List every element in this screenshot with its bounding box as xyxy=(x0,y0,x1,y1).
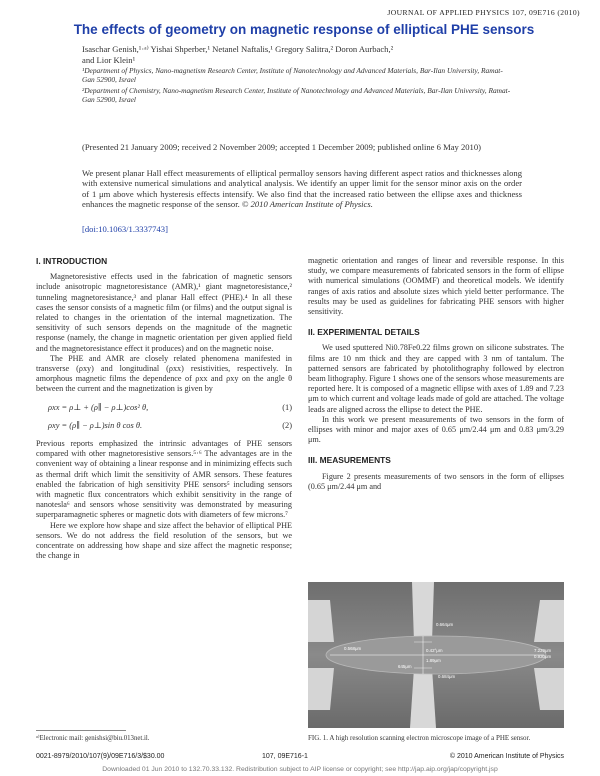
figure-1-sem-image xyxy=(308,582,564,728)
abstract xyxy=(82,168,522,210)
running-head: JOURNAL OF APPLIED PHYSICS 107, 09E716 (2010) xyxy=(387,8,580,17)
doi-link[interactable]: [doi:10.1063/1.3337743] xyxy=(82,224,168,234)
lead-bottom xyxy=(410,668,436,728)
footer-page-id: 107, 09E716-1 xyxy=(262,753,308,760)
section-heading-introduction: I. INTRODUCTION xyxy=(36,256,108,266)
equation-2-body: ρxy = (ρ∥ − ρ⊥)sin θ cos θ. xyxy=(48,420,143,430)
experimental-paragraph-2: In this work we present measurements of two sensors in the form of ellipses with minor and major axes of 0.65 μm/2.44 μm and 0.83 μm/3.29 μm. xyxy=(308,414,564,445)
abstract-copyright: © 2010 American Institute of Physics. xyxy=(241,199,373,210)
publication-dates: (Presented 21 January 2009; received 2 November 2009; accepted 1 December 2009; published online 6 May 2010) xyxy=(82,142,482,152)
sem-image-drawing xyxy=(308,582,564,728)
equation-2-number: (2) xyxy=(282,420,292,430)
authors-line-1: Isaschar Genish,¹·ᵃ⁾ Yishai Shperber,¹ Netanel Naftalis,¹ Gregory Salitra,² Doron Aurbach,² xyxy=(82,44,394,54)
footnote: ᵃ⁾Electronic mail: genishsi@biu.013net.il. xyxy=(36,735,150,742)
equation-1-number: (1) xyxy=(282,402,292,412)
right-column xyxy=(308,256,564,492)
measurements-paragraph-1: Figure 2 presents measurements of two sensors in the form of ellipses (0.65 μm/2.44 μm and xyxy=(308,471,564,491)
equation-1 xyxy=(48,403,292,413)
fig-label-5: 0.42°μm xyxy=(426,648,443,653)
intro-paragraph-continued: magnetic orientation and ranges of linear and reversible response. In this study, we compare measurements of fabricated sensors in the form of ellipse with numerical simulations (OOMMF) and theoretical models. We identify ranges of axis ratios and absolute sizes which yield better performance. The results may be used as guidelines for fabricating PHE sensors with higher sensitivity. xyxy=(308,256,564,317)
lead-top xyxy=(412,582,434,642)
left-column xyxy=(36,256,292,561)
intro-paragraph-4: Here we explore how shape and size affect the behavior of elliptical PHE sensors. We do not address the field resolution of the sensors, but we concentrate on addressing how shape and size affect the magnetic response; the change in xyxy=(36,520,292,561)
experimental-paragraph-1: We used sputtered Ni0.78Fe0.22 films grown on silicone substrates. The films are 10 nm thick and they are capped with 3 nm of tantalum. The patterned sensors are fabricated by photolithography followed by electron beam lithography. Figure 1 shows one of the sensors whose measurements are reported here. It is composed of a magnetic ellipse with axes of 1.89 and 7.23 μm to which current and voltage leads made of gold are attached. The voltage leads are aligned across the ellipse to detect the PHE. xyxy=(308,343,564,414)
abstract-text: We present planar Hall effect measurements of elliptical permalloy sensors having different aspect ratios and thicknesses along with extensive numerical simulations and analytical analysis. We identify an upper limit for the sensor minor axis on the order of 1 μm above which hysteresis effects intensify. We also find that the increased ratio between the ellipse axes and thickness enhances the magnetic response of the sensor. xyxy=(82,168,522,210)
affiliation-2: ²Department of Chemistry, Nano-magnetism Research Center, Institute of Nanotechnology and Advanced Materials, Bar-Ilan University, Ramat-Gan 52900, Israel xyxy=(82,86,511,104)
authors-line-2: and Lior Klein¹ xyxy=(82,54,136,65)
fig-label-2: 0.568μm xyxy=(344,646,362,651)
section-heading-measurements: III. MEASUREMENTS xyxy=(308,455,391,466)
fig-label-1: 0.664μm xyxy=(436,622,454,627)
article-title: The effects of geometry on magnetic response of elliptical PHE sensors xyxy=(73,22,535,37)
fig-label-6: 1.89μm xyxy=(426,658,441,663)
intro-paragraph-2: The PHE and AMR are closely related phenomena manifested in transverse (ρxy) and longitudinal (ρxx) resistivities, respectively. In amorphous magnetic films the dependence of ρxx and ρxy on the angle θ between the current and the magnetization is given by xyxy=(36,353,292,394)
section-heading-experimental: II. EXPERIMENTAL DETAILS xyxy=(308,327,420,338)
equation-1-body: ρxx = ρ⊥ + (ρ∥ − ρ⊥)cos² θ, xyxy=(48,402,149,412)
footer-copyright: © 2010 American Institute of Physics xyxy=(449,753,564,760)
fig-label-3: 7.229μm xyxy=(534,648,552,653)
doi-line xyxy=(82,224,168,234)
footnote-rule xyxy=(36,730,126,731)
figure-1-caption: FIG. 1. A high resolution scanning electron microscope image of a PHE sensor. xyxy=(308,734,531,742)
fig-label-7: 645μm xyxy=(398,664,412,669)
footer-issn: 0021-8979/2010/107(9)/09E716/3/$30.00 xyxy=(36,753,165,760)
intro-paragraph-3: Previous reports emphasized the intrinsic advantages of PHE sensors compared with other magnetoresistive sensors.⁵·⁶ The advantages are in the convenient way of obtaining a linear response and in minimizing effects such as thermal drift which limit the sensitivity of AMR sensors. These features enabled the fabrication of high sensitivity PHE sensors⁵ including sensors with magnetic flux concentrators which exhibit sensitivity in the range of nanotesla⁶ and sensors whose sensitivity was demonstrated by measuring superparamagnetic spheres or magnetic dots with diameters of few microns.⁷ xyxy=(36,439,292,520)
intro-paragraph-1: Magnetoresistive effects used in the fabrication of magnetic sensors include anisotropic magnetoresistance (AMR),¹ giant magnetoresistance,² tunneling magnetoresistance,³ and planar Hall effect (PHE).⁴ In all these cases the sensor consists of a magnetic film (or films) and the output signal is related to changes in the orientation of the internal magnetization. The sensitivity of such sensors depends on the magnitude of the magnetic response (namely, the change in magnetic orientation per given applied field and the magnetoresistance effect it produces) and on the magnetic noise. xyxy=(36,272,292,353)
lead-left-bottom xyxy=(308,668,334,710)
fig-label-8: 0.684μm xyxy=(438,674,456,679)
affiliation-1: ¹Department of Physics, Nano-magnetism Research Center, Institute of Nanotechnology and Advanced Materials, Bar-Ilan University, Ramat-Gan 52900, Israel xyxy=(82,66,503,84)
fig-label-4: 0.930μm xyxy=(534,654,552,659)
equation-2 xyxy=(48,421,292,431)
download-notice: Downloaded 01 Jun 2010 to 132.70.33.132. Redistribution subject to AIP license or copyright; see http://jap.aip.org/jap/copyright.jsp xyxy=(102,766,498,773)
author-list xyxy=(82,44,522,65)
lead-left-top xyxy=(308,600,334,642)
